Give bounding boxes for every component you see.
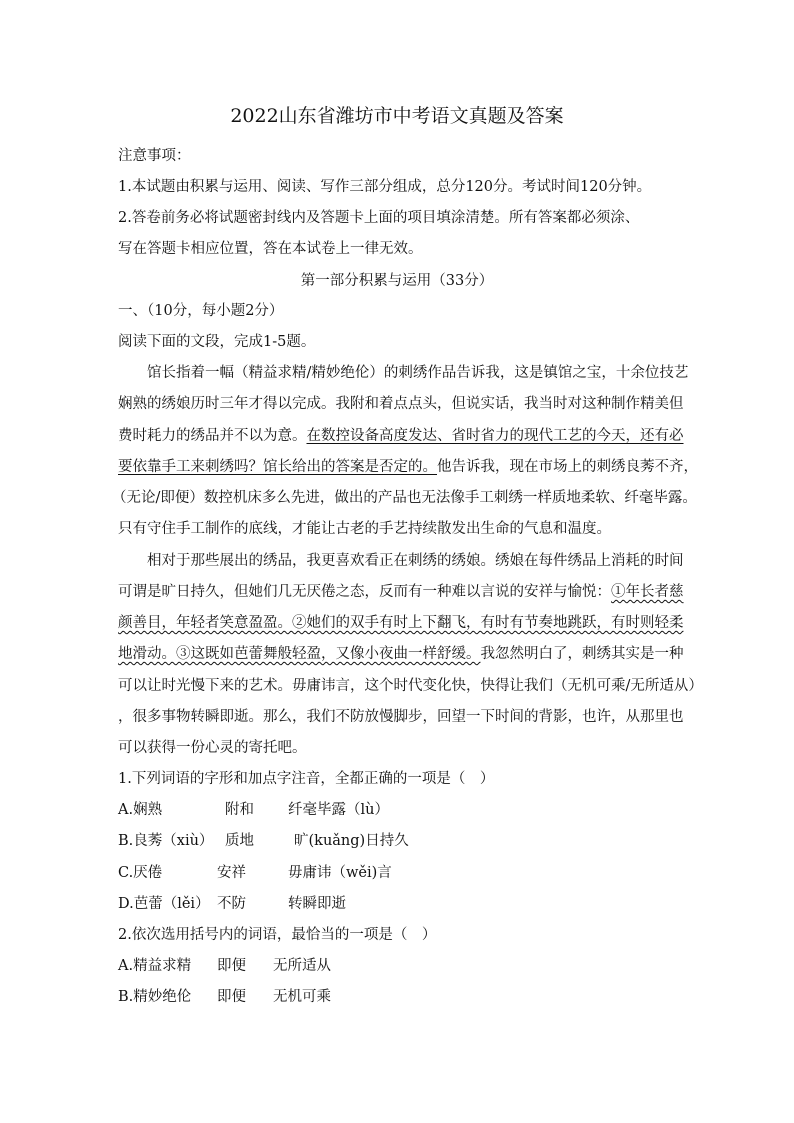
option-word: 即便	[217, 958, 246, 974]
paragraph-line: 可以获得一份心灵的寄托吧。	[118, 740, 307, 756]
notice-item: 1.本试题由积累与运用、阅读、写作三部分组成，总分120分。考试时间120分钟。	[118, 179, 652, 195]
option-word: 附和	[225, 802, 254, 818]
paragraph-line: 只有守住手工制作的底线，才能让古老的手艺持续散发出生命的气息和温度。	[118, 521, 611, 537]
option-label: A.精益求精	[118, 958, 192, 974]
wavy-underlined-text: ①年长者慈	[611, 584, 684, 600]
option-word: 无所适从	[273, 958, 331, 974]
underlined-text: 要依靠手工来刺绣吗？馆长给出的答案是否定的。	[118, 459, 437, 475]
option-word: 纤毫毕露（lù）	[288, 802, 389, 818]
paragraph-line	[118, 644, 684, 664]
option-word: 不防	[217, 896, 246, 912]
question-stem: 1.下列词语的字形和加点字注音，全都正确的一项是（ ）	[118, 771, 495, 787]
notice-item: 写在答题卡相应位置，答在本试卷上一律无效。	[118, 241, 423, 257]
instruction: 阅读下面的文段，完成1-5题。	[118, 334, 316, 350]
option-label: C.厌倦	[118, 865, 163, 881]
section-heading: 一、（10分，每小题2分）	[118, 303, 284, 319]
text: 我忽然明白了，刺绣其实是一种	[480, 646, 684, 662]
paragraph-line: 相对于那些展出的绣品，我更喜欢看正在刺绣的绣娘。绣娘在每件绣品上消耗的时间	[147, 553, 684, 569]
option-word: 毋庸讳（wěi)言	[288, 865, 392, 881]
paragraph-line: 娴熟的绣娘历时三年才得以完成。我附和着点点头，但说实话，我当时对这种制作精美但	[118, 396, 684, 412]
option-word: 质地	[225, 833, 254, 849]
paragraph-line	[118, 582, 684, 602]
option-word: 旷(kuǎng)日持久	[294, 833, 409, 849]
notice-item: 2.答卷前务必将试题密封线内及答题卡上面的项目填涂清楚。所有答案都必须涂、	[118, 210, 640, 226]
wavy-underlined-text: 颜善目，年轻者笑意盈盈。②她们的双手有时上下翻飞，有时有节奏地跳跃，有时则轻柔	[118, 615, 684, 631]
paragraph-line: （无论/即便）数控机床多么先进，做出的产品也无法像手工刺绣一样质地柔软、纤毫毕露。	[112, 490, 697, 506]
option-row	[118, 956, 331, 976]
part-heading: 第一部分积累与运用（33分）	[300, 273, 494, 289]
option-row	[118, 800, 389, 820]
underlined-text: 在数控设备高度发达、省时省力的现代工艺的今天，还有必	[306, 428, 684, 444]
option-word: 即便	[217, 989, 246, 1005]
option-row	[118, 863, 392, 883]
paragraph-line	[118, 426, 684, 446]
paragraph-line: 馆长指着一幅（精益求精/精妙绝伦）的刺绣作品告诉我，这是镇馆之宝，十余位技艺	[147, 365, 689, 381]
notice-heading: 注意事项：	[118, 148, 191, 164]
option-label: A.娴熟	[118, 802, 163, 818]
question-stem: 2.依次选用括号内的词语，最恰当的一项是（ ）	[118, 927, 437, 943]
paragraph-line	[118, 613, 684, 633]
option-row	[118, 894, 346, 914]
option-word: 转瞬即逝	[288, 896, 346, 912]
option-label: B.良莠（xiù）	[118, 833, 214, 849]
text: 他告诉我，现在市场上的刺绣良莠不齐，	[437, 459, 698, 475]
option-row	[118, 987, 331, 1007]
text: 可谓是旷日持久，但她们几无厌倦之态，反而有一种难以言说的安祥与愉悦：	[118, 584, 611, 600]
paragraph-line	[118, 457, 698, 477]
option-row	[118, 831, 409, 851]
option-word: 安祥	[217, 865, 246, 881]
text: 费时耗力的绣品并不以为意。	[118, 428, 307, 444]
wavy-underlined-text: 地滑动。③这既如芭蕾舞般轻盈，又像小夜曲一样舒缓。	[118, 646, 481, 662]
document-title: 2022山东省潍坊市中考语文真题及答案	[230, 105, 564, 127]
option-label: D.芭蕾（lěi）	[118, 896, 210, 912]
paragraph-line: ，很多事物转瞬即逝。那么，我们不防放慢脚步，回望一下时间的背影，也许，从那里也	[118, 709, 684, 725]
option-word: 无机可乘	[273, 989, 331, 1005]
option-label: B.精妙绝伦	[118, 989, 192, 1005]
paragraph-line: 可以让时光慢下来的艺术。毋庸讳言，这个时代变化快，快得让我们（无机可乘/无所适从）	[118, 678, 703, 694]
